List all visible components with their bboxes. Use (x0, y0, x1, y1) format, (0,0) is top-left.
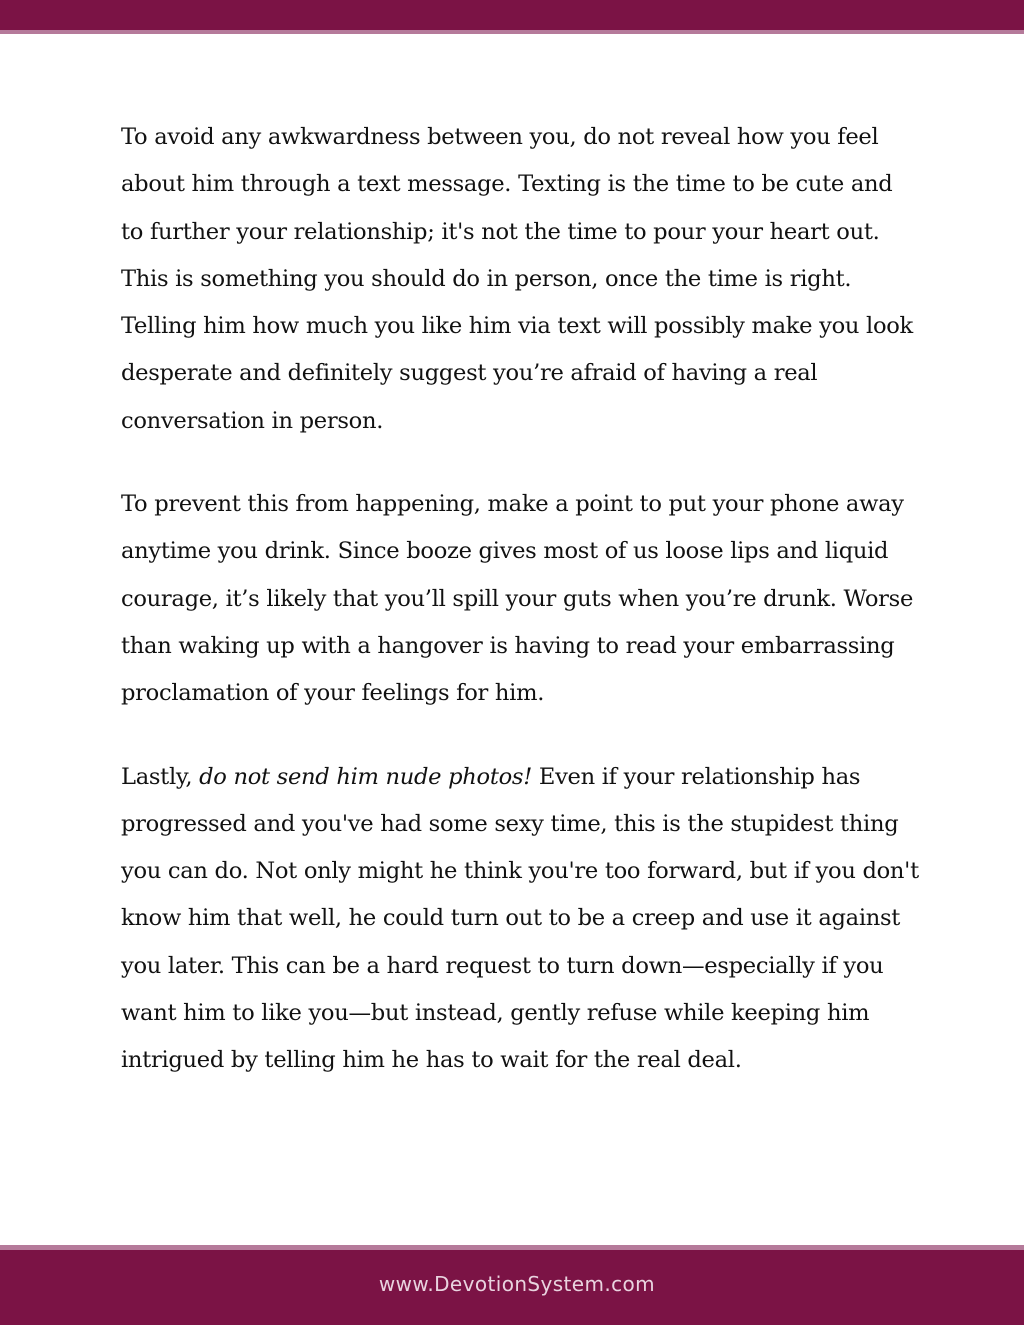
header-stripe (0, 30, 1024, 34)
header-band (0, 0, 1024, 30)
paragraph-rest: Even if your relationship has progressed and you've had some sexy time, this is the stupidest thing you can do. Not only might he think you're too forward, but if you don't know him that well, he could turn out to be a creep and use it against you later. This can be a hard request to turn down—especially if you want him to like you—but instead, gently refuse while keeping him intrigued by telling him he has to wait for the real deal. (121, 763, 919, 1074)
paragraph-lead: Lastly, (121, 763, 200, 790)
page-body (121, 114, 921, 1121)
footer-website-url: www.DevotionSystem.com (378, 1272, 656, 1296)
paragraph-emphasis: do not send him nude photos! (199, 763, 533, 790)
paragraph-texting-feelings: To avoid any awkwardness between you, do not reveal how you feel about him through a text message. Texting is the time to be cute and to further your relationship; it's not the time to pour your heart out. This is something you should do in person, once the time is right. Telling him how much you like him via text will possibly make you look desperate and definitely suggest you’re afraid of having a real conversation in person. (121, 124, 913, 434)
paragraph-nude-photos (121, 754, 921, 1085)
paragraph-drinking-phone: To prevent this from happening, make a point to put your phone away anytime you drink. Since booze gives most of us loose lips and liquid courage, it’s likely that you’ll spill your guts when you’re drunk. Worse than waking up with a hangover is having to read your embarrassing proclamation of your feelings for him. (121, 491, 914, 707)
